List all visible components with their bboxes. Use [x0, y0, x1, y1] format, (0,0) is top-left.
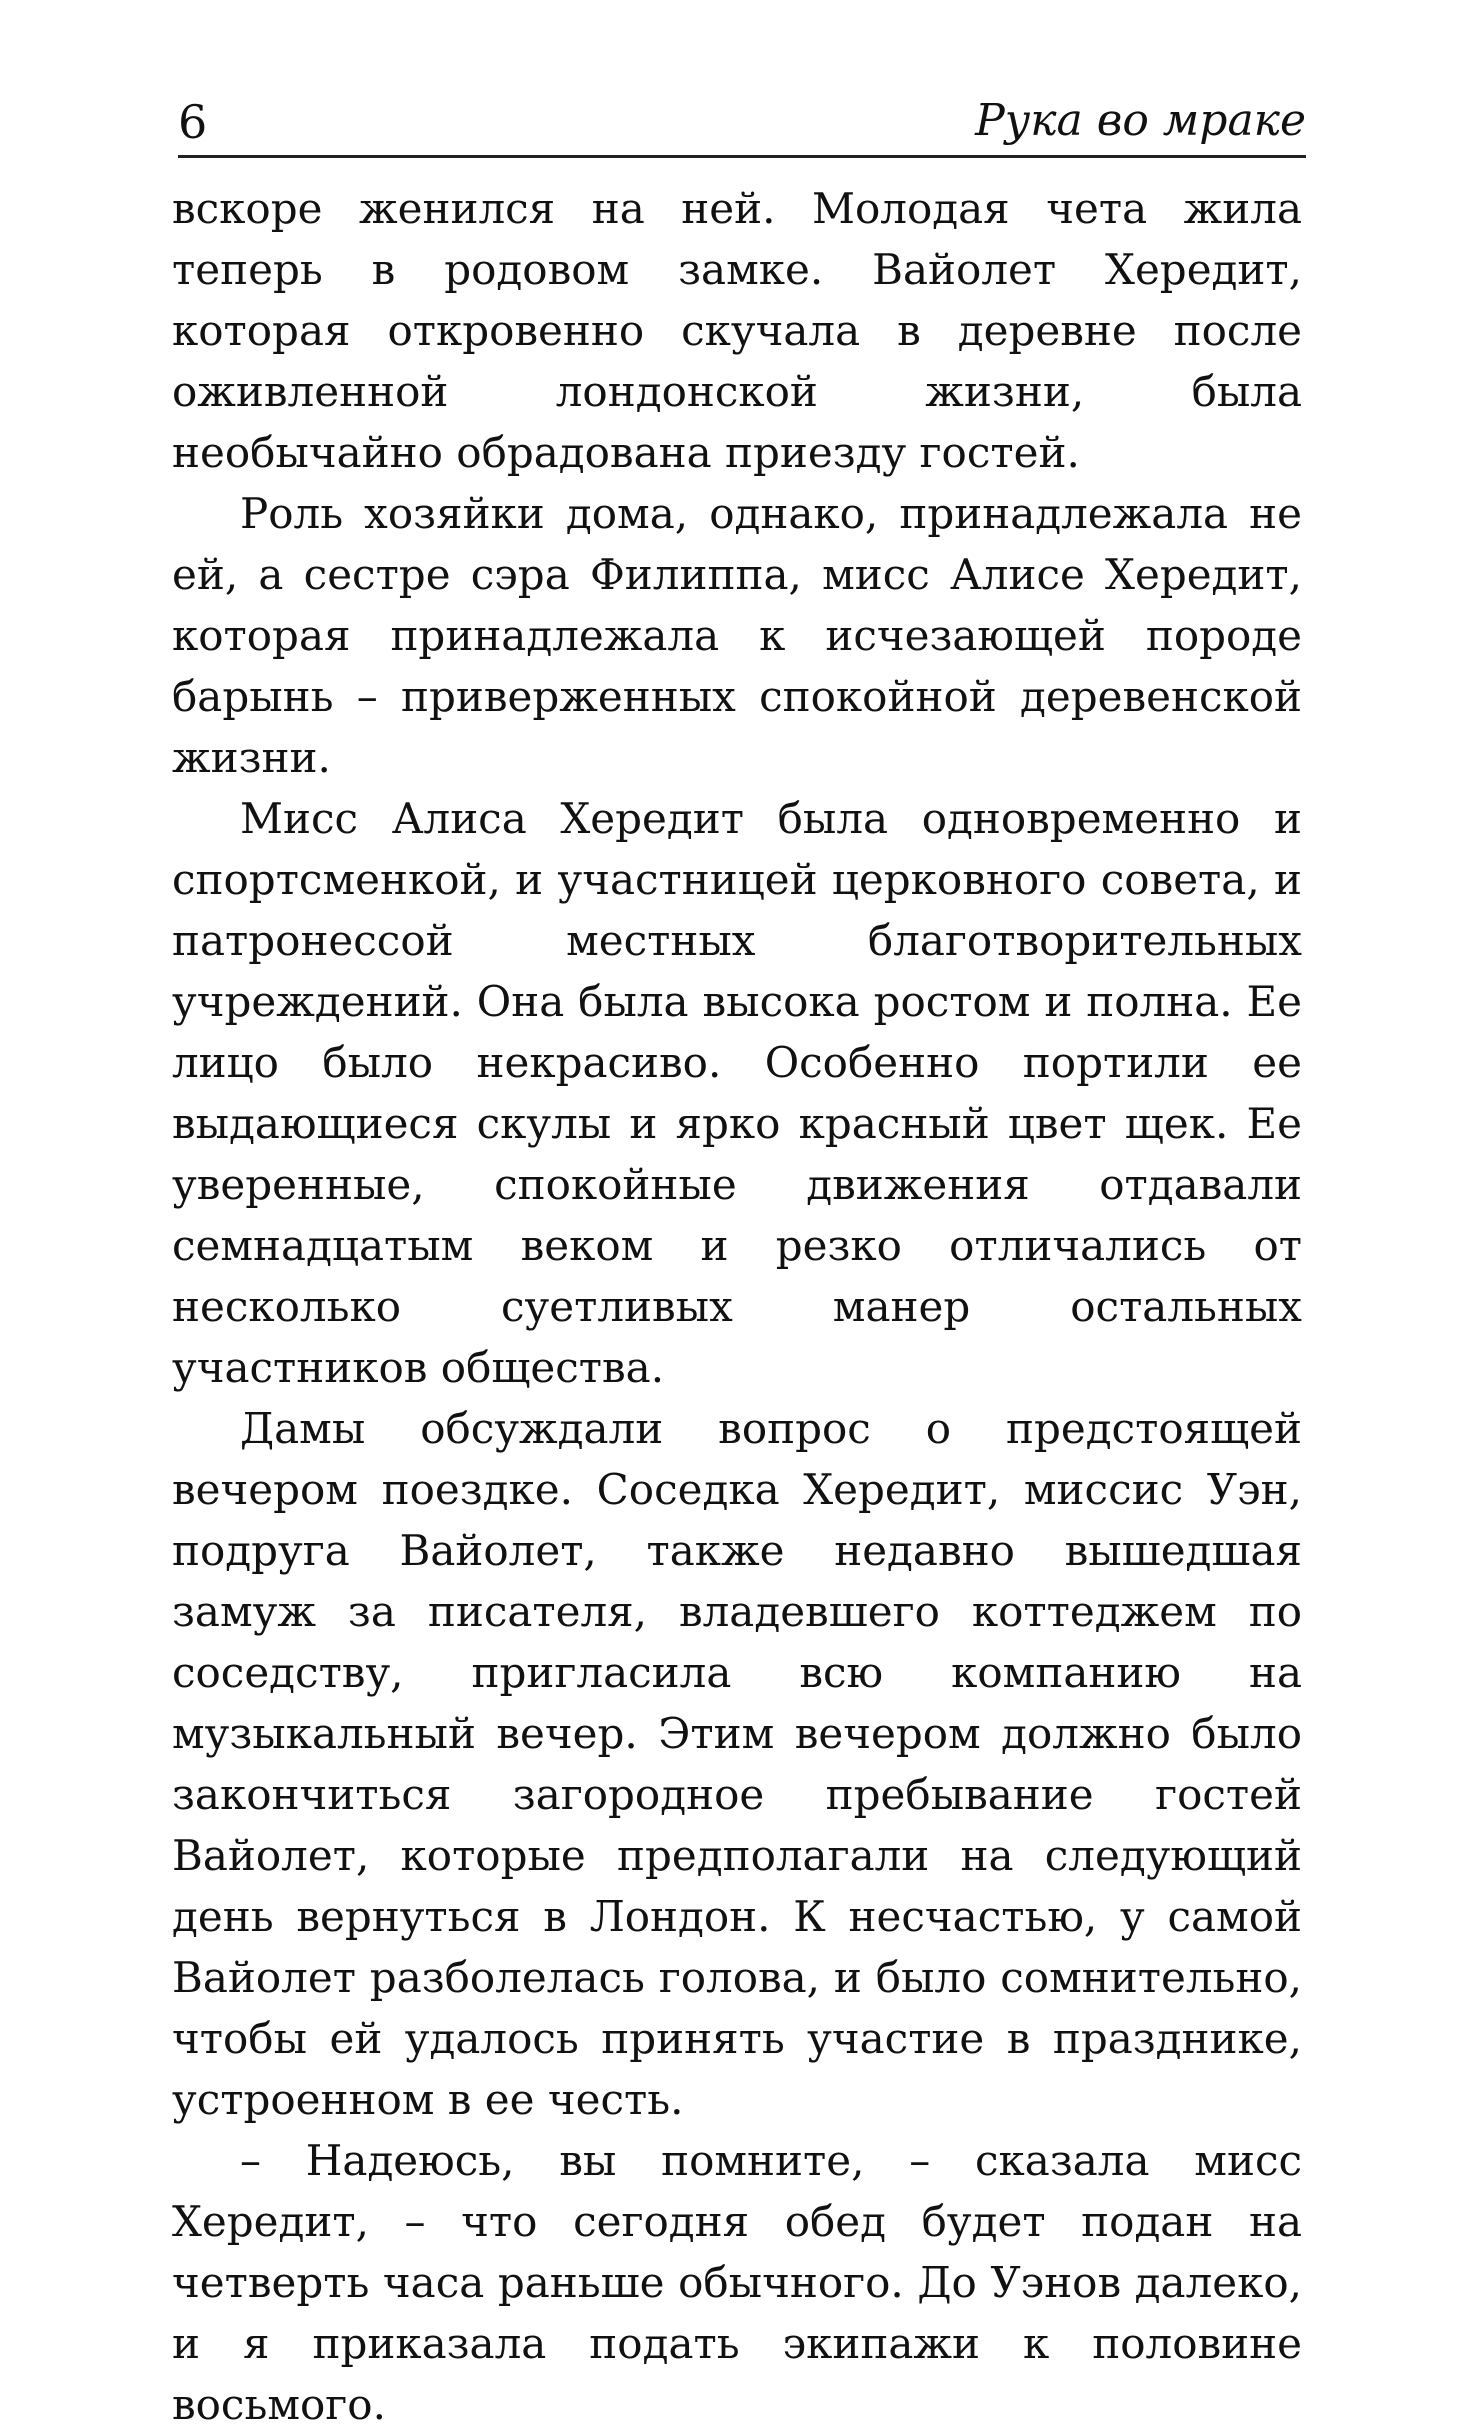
running-header — [178, 95, 1306, 158]
running-title: Рука во мраке — [975, 95, 1306, 146]
paragraph: Мисс Алиса Херeдит была одновременно и спортсменкой, и участницей церковного совета, и патронессой местных благотворительных учреждений. Она была высока ростом и полна. Ее лицо было некрасиво. Особенно портили ее выдающиеся скулы и ярко красный цвет щек. Ее уверенные, спокойные движения отдавали семнадцатым веком и резко отличались от несколько суетливых манер остальных участников общества. — [172, 794, 1302, 1392]
paragraph: вскоре женился на ней. Молодая чета жила теперь в родовом замке. Вайолет Херeдит, которая откровенно скучала в деревне после оживленной лондонской жизни, была необычайно обрадована приезду гостей. — [172, 184, 1302, 477]
paragraph: Дамы обсуждали вопрос о предстоящей вечером поездке. Соседка Херeдит, миссис Уэн, подруга Вайолет, также недавно вышедшая замуж за писателя, владевшего коттеджем по соседству, пригласила всю компанию на музыкальный вечер. Этим вечером должно было закончиться загородное пребывание гостей Вайолет, которые предполагали на следующий день вернуться в Лондон. К несчастью, у самой Вайолет разболелась голова, и было сомнительно, чтобы ей удалось принять участие в празднике, устроенном в ее честь. — [172, 1404, 1302, 2124]
paragraph: – Надеюсь, вы помните, – сказала мисс Херeдит, – что сегодня обед будет подан на четверть часа раньше обычного. До Уэнов далеко, и я приказала подать экипажи к половине восьмого. — [172, 2136, 1302, 2429]
body-text — [172, 178, 1302, 2435]
paragraph: Роль хозяйки дома, однако, принадлежала не ей, а сестре сэра Филиппа, мисс Алисе Херeдит, которая принадлежала к исчезающей породе барынь – приверженных спокойной деревенской жизни. — [172, 489, 1302, 782]
page-number: 6 — [178, 95, 208, 149]
